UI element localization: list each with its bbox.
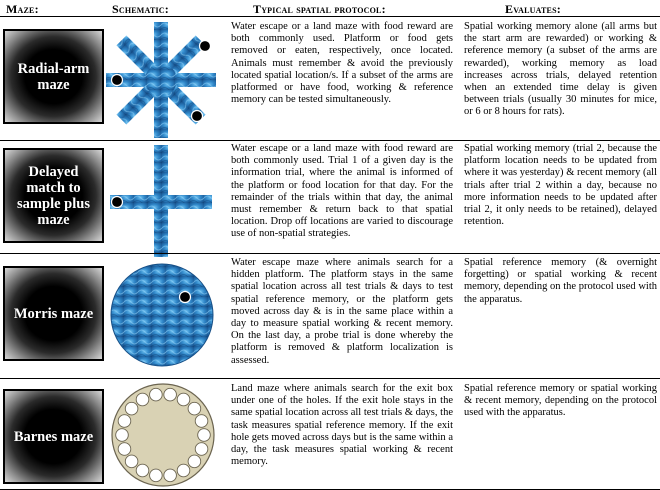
- barnes-hole: [125, 455, 138, 468]
- barnes-hole: [118, 415, 131, 428]
- barnes-hole: [164, 388, 177, 401]
- barnes-hole: [198, 429, 211, 442]
- maze-label-morris: Morris maze: [3, 266, 104, 361]
- row-divider: [0, 140, 660, 141]
- barnes-hole: [195, 415, 208, 428]
- plus-maze-schematic: [106, 143, 216, 259]
- evaluates-radial-arm: Spatial working memory alone (all arms but the start arm are rewarded) or working & reference memory (a subset of the arms are rewarded), working memory as load increases across trials, delayed retention when an extended time delay is given between trials (usually 30 minutes for mice, or 6 or 8 hours for rats).: [464, 21, 657, 118]
- protocol-radial-arm: Water escape or a land maze with food reward are both commonly used. Platform or food gets removed or eaten, respectively, once located. Animals must remember & avoid the previously located spatial location/s. If a subset of the arms are platformed or have food, working & reference memory can be tested simultaneously.: [231, 21, 453, 106]
- platform-marker: [112, 75, 123, 86]
- morris-water-maze-schematic: [110, 257, 216, 373]
- header-maze: Maze:: [6, 2, 39, 16]
- protocol-morris: Water escape maze where animals search for a hidden platform. The platform stays in the same spatial location across all test trials & days to test spatial reference memory, or the platform gets moved across day & is in the same place within a day to measure spatial working & recent memory. On the last day, a probe trial is done whereby the platform is removed & platform localization is assessed.: [231, 257, 453, 366]
- barnes-hole: [177, 464, 190, 477]
- header-schematic: Schematic:: [112, 2, 169, 16]
- barnes-hole: [125, 402, 138, 415]
- barnes-hole: [188, 455, 201, 468]
- header-protocol: Typical spatial protocol:: [253, 2, 386, 16]
- header-rule: [0, 16, 660, 17]
- barnes-hole: [150, 388, 163, 401]
- barnes-hole: [118, 443, 131, 456]
- barnes-hole: [150, 469, 163, 482]
- barnes-hole: [136, 464, 149, 477]
- evaluates-plus-maze: Spatial working memory (trial 2, because the platform location needs to be updated from where it was yesterday) & recent memory (all trials after trial 2 within a day, because no more information needs to be updated after trial 2, it only needs to be retained), delayed retention.: [464, 143, 657, 228]
- maze-label-plus-maze: Delayed match to sample plus maze: [3, 148, 104, 243]
- evaluates-barnes: Spatial reference memory or spatial working & recent memory, depending on the protocol used with the apparatus.: [464, 383, 657, 419]
- platform-marker: [180, 292, 191, 303]
- barnes-hole: [116, 429, 129, 442]
- protocol-plus-maze: Water escape or a land maze with food reward are both commonly used. Trial 1 of a given day is the information trial, where the animal is informed of the platform or food location for that day. For the remainder of the trials within that day, the animal must remember & return back to that spatial location. Drop off locations are varied to discourage use of non-spatial strategies.: [231, 143, 453, 240]
- maze-label-barnes: Barnes maze: [3, 389, 104, 484]
- evaluates-morris: Spatial reference memory (& overnight forgetting) or spatial working & recent memory, depending on the protocol used with the apparatus.: [464, 257, 657, 305]
- radial-arm-maze-schematic: [106, 20, 216, 140]
- barnes-hole: [177, 393, 190, 406]
- barnes-hole: [195, 443, 208, 456]
- barnes-maze-schematic: [110, 382, 216, 488]
- row-divider: [0, 253, 660, 254]
- header-evaluates: Evaluates:: [505, 2, 561, 16]
- maze-label-radial-arm: Radial-arm maze: [3, 29, 104, 124]
- protocol-barnes: Land maze where animals search for the exit box under one of the holes. If the exit hole stays in the same spatial location across all test trials & days, the task measures spatial reference memory. If the exit hole gets moved across days but is the same within a day, the task measures spatial working & recent memory.: [231, 383, 453, 468]
- barnes-hole: [136, 393, 149, 406]
- row-divider: [0, 378, 660, 379]
- platform-marker: [200, 41, 211, 52]
- barnes-hole: [188, 402, 201, 415]
- barnes-hole: [164, 469, 177, 482]
- platform-marker: [192, 111, 203, 122]
- platform-marker: [112, 197, 123, 208]
